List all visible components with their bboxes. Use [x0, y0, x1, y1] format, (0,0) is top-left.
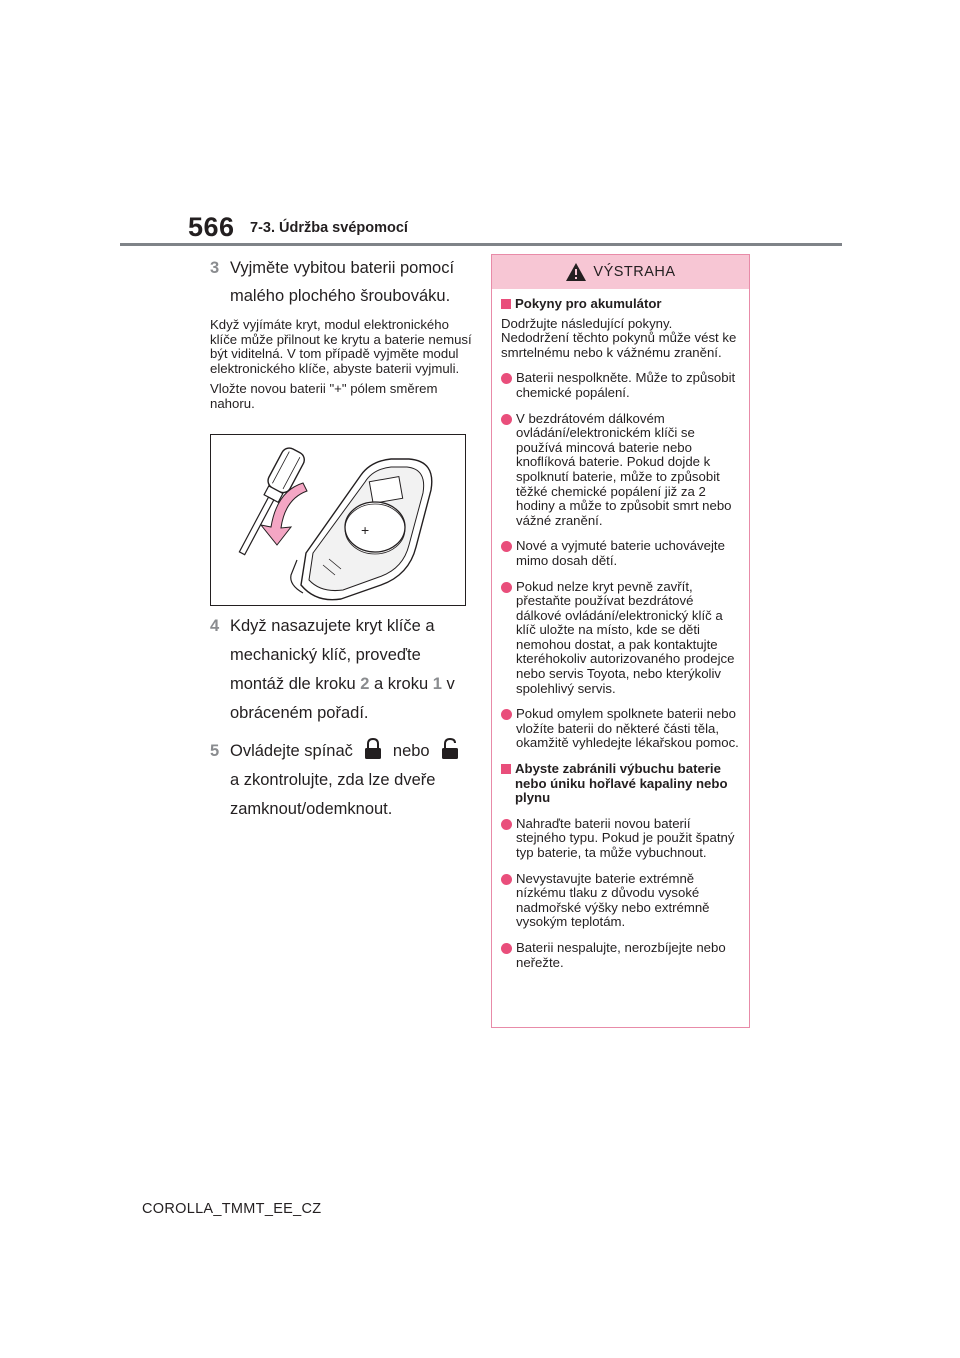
warning-bullet: Pokud omylem spolknete baterii nebo vložíte baterii do některé části těla, okamžitě vyhledejte lékařskou pomoc. — [501, 707, 742, 751]
step-reference: 1 — [432, 675, 442, 693]
step-text: Vyjměte vybitou baterii pomocí malého plochého šroubováku. — [230, 259, 455, 305]
step-number: 5 — [210, 742, 220, 760]
warning-bullet: Baterii nespalujte, nerozbíjejte nebo neřežte. — [501, 941, 742, 970]
warning-bullet: Nahraďte baterii novou baterií stejného typu. Pokud je použit špatný typ baterie, ta může vybuchnout. — [501, 817, 742, 861]
lock-icon — [363, 738, 383, 760]
svg-text:+: + — [361, 522, 370, 538]
circle-bullet-icon — [501, 709, 512, 720]
instructions-column — [210, 254, 472, 412]
step-reference: 2 — [360, 675, 370, 693]
step-3 — [210, 254, 472, 310]
circle-bullet-icon — [501, 373, 512, 384]
paragraph-note-2: Vložte novou baterii "+" pólem směrem nahoru. — [210, 381, 438, 411]
circle-bullet-icon — [501, 414, 512, 425]
step-number: 3 — [210, 259, 220, 277]
warning-title: VÝSTRAHA — [593, 264, 676, 280]
paragraph-note-1: Když vyjímáte kryt, modul elektronického klíče může přilnout ke krytu a baterie nemusí být viditelná. V tom případě vyjměte modul elektronického klíče, abyste baterii vyjmuli. — [210, 317, 472, 376]
footer-document-code: COROLLA_TMMT_EE_CZ — [142, 1201, 322, 1217]
circle-bullet-icon — [501, 819, 512, 830]
circle-bullet-icon — [501, 541, 512, 552]
warning-intro: Dodržujte následující pokyny. Nedodržení těchto pokynů může vést ke smrtelnému nebo k vážnému zranění. — [501, 315, 737, 360]
unlock-icon — [440, 738, 460, 760]
warning-section-heading: Abyste zabránili výbuchu baterie nebo úniku hořlavé kapaliny nebo plynu — [501, 762, 742, 806]
step-5 — [210, 737, 472, 824]
warning-bullet: Pokud nelze kryt pevně zavřít, přestaňte používat bezdrátové dálkové ovládání/elektronický klíč a klíč uložte na místo, kde se děti nemohou dostat, a pak kontaktujte kteréhokoliv autorizovaného prodejce nebo servis Toyota, nebo kterýkoliv spolehlivý servis. — [501, 580, 742, 697]
section-title: 7-3. Údržba svépomocí — [250, 220, 408, 236]
page-number: 566 — [188, 212, 235, 242]
warning-box — [491, 254, 750, 1028]
warning-bullet: Baterii nespolkněte. Může to způsobit chemické popálení. — [501, 371, 742, 400]
step-text: Ovládejte spínač nebo a zkontrolujte, zda lze dveře zamknout/odemknout. — [230, 737, 472, 824]
square-bullet-icon — [501, 764, 511, 774]
warning-section-heading: Pokyny pro akumulátor — [501, 297, 742, 312]
circle-bullet-icon — [501, 943, 512, 954]
circle-bullet-icon — [501, 874, 512, 885]
step-number: 4 — [210, 617, 220, 635]
warning-body — [492, 289, 749, 970]
key-fob-screwdriver-drawing — [211, 435, 465, 605]
instructions-continued — [210, 612, 472, 824]
header-rule — [120, 243, 842, 246]
circle-bullet-icon — [501, 582, 512, 593]
warning-bullet: Nevystavujte baterie extrémně nízkému tlaku z důvodu vysoké nadmořské výšky nebo extrémně vysokým teplotám. — [501, 872, 742, 930]
step-text: Když nasazujete kryt klíče a mechanický klíč, proveďte montáž dle kroku 2 a kroku 1 v obráceném pořadí. — [230, 617, 455, 722]
battery-removal-illustration — [210, 434, 466, 606]
step-4 — [210, 612, 472, 728]
warning-triangle-icon — [565, 262, 587, 282]
warning-bullet: V bezdrátovém dálkovém ovládání/elektronickém klíči se používá mincová baterie nebo knoflíková baterie. Pokud dojde k spolknutí baterie, může to způsobit těžké chemické popálení již za 2 hodiny a může to způsobit smrt nebo vážné zranění. — [501, 412, 742, 529]
square-bullet-icon — [501, 299, 511, 309]
warning-header — [492, 255, 749, 289]
warning-bullet: Nové a vyjmuté baterie uchovávejte mimo dosah dětí. — [501, 539, 742, 568]
